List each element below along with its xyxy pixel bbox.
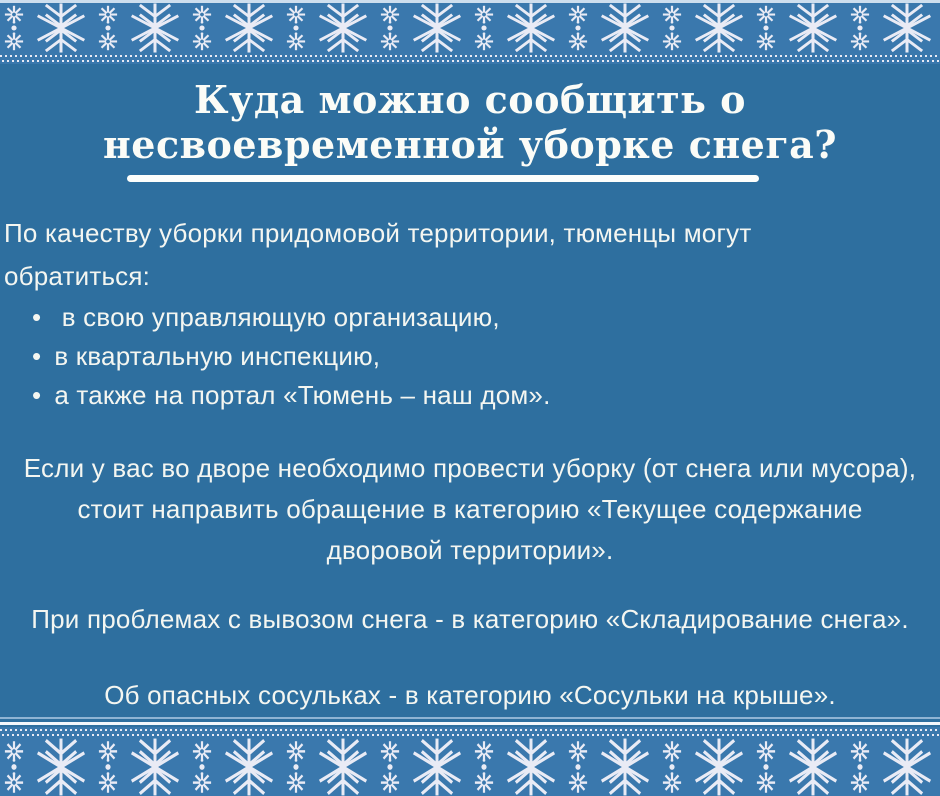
poster-content [0,69,940,717]
snowflake-band-top [0,3,940,53]
icicles-paragraph: Об опасных сосульках - в категорию «Сосульки на крыше». [104,680,836,710]
intro-line-1: По качеству уборки придомовой территории, тюменцы могут [4,218,752,248]
intro-paragraph [4,212,936,298]
rule-pale-bottom [0,717,940,719]
list-item [32,337,936,376]
list-item [32,298,936,337]
category-paragraph [4,448,936,571]
snowflake-band-bottom [0,738,940,796]
title-underline [127,175,759,182]
snowflake-pattern-top-icon [0,3,940,53]
dotted-rule-bottom [0,729,940,736]
rule-white-bottom [0,722,940,725]
report-channels-list [4,298,936,415]
decorative-border-bottom-rules [0,717,940,727]
snowflake-pattern-bottom-icon [0,738,940,796]
list-item-text: а также на портал «Тюмень – наш дом». [54,380,551,410]
category-line-1: Если у вас во дворе необходимо провести уборку (от снега или мусора), [23,453,917,483]
intro-line-2: обратиться: [4,261,151,291]
bullet-icon: • [32,302,42,332]
decorative-border-bottom [0,727,940,796]
snow-storage-paragraph: При проблемах с вывозом снега - в категорию «Складирование снега». [31,604,909,634]
dotted-rule-top [0,55,940,62]
bullet-icon: • [32,380,42,410]
category-line-2: стоит направить обращение в категорию «Текущее содержание [77,494,863,524]
category-line-3: дворовой территории». [326,535,614,565]
list-item [32,376,936,415]
page-title: Куда можно сообщить о несвоевременной уборке снега? [102,77,837,167]
list-item-text: в свою управляющую организацию, [54,302,500,332]
bullet-icon: • [32,341,42,371]
list-item-text: в квартальную инспекцию, [54,341,381,371]
decorative-border-top [0,0,940,64]
